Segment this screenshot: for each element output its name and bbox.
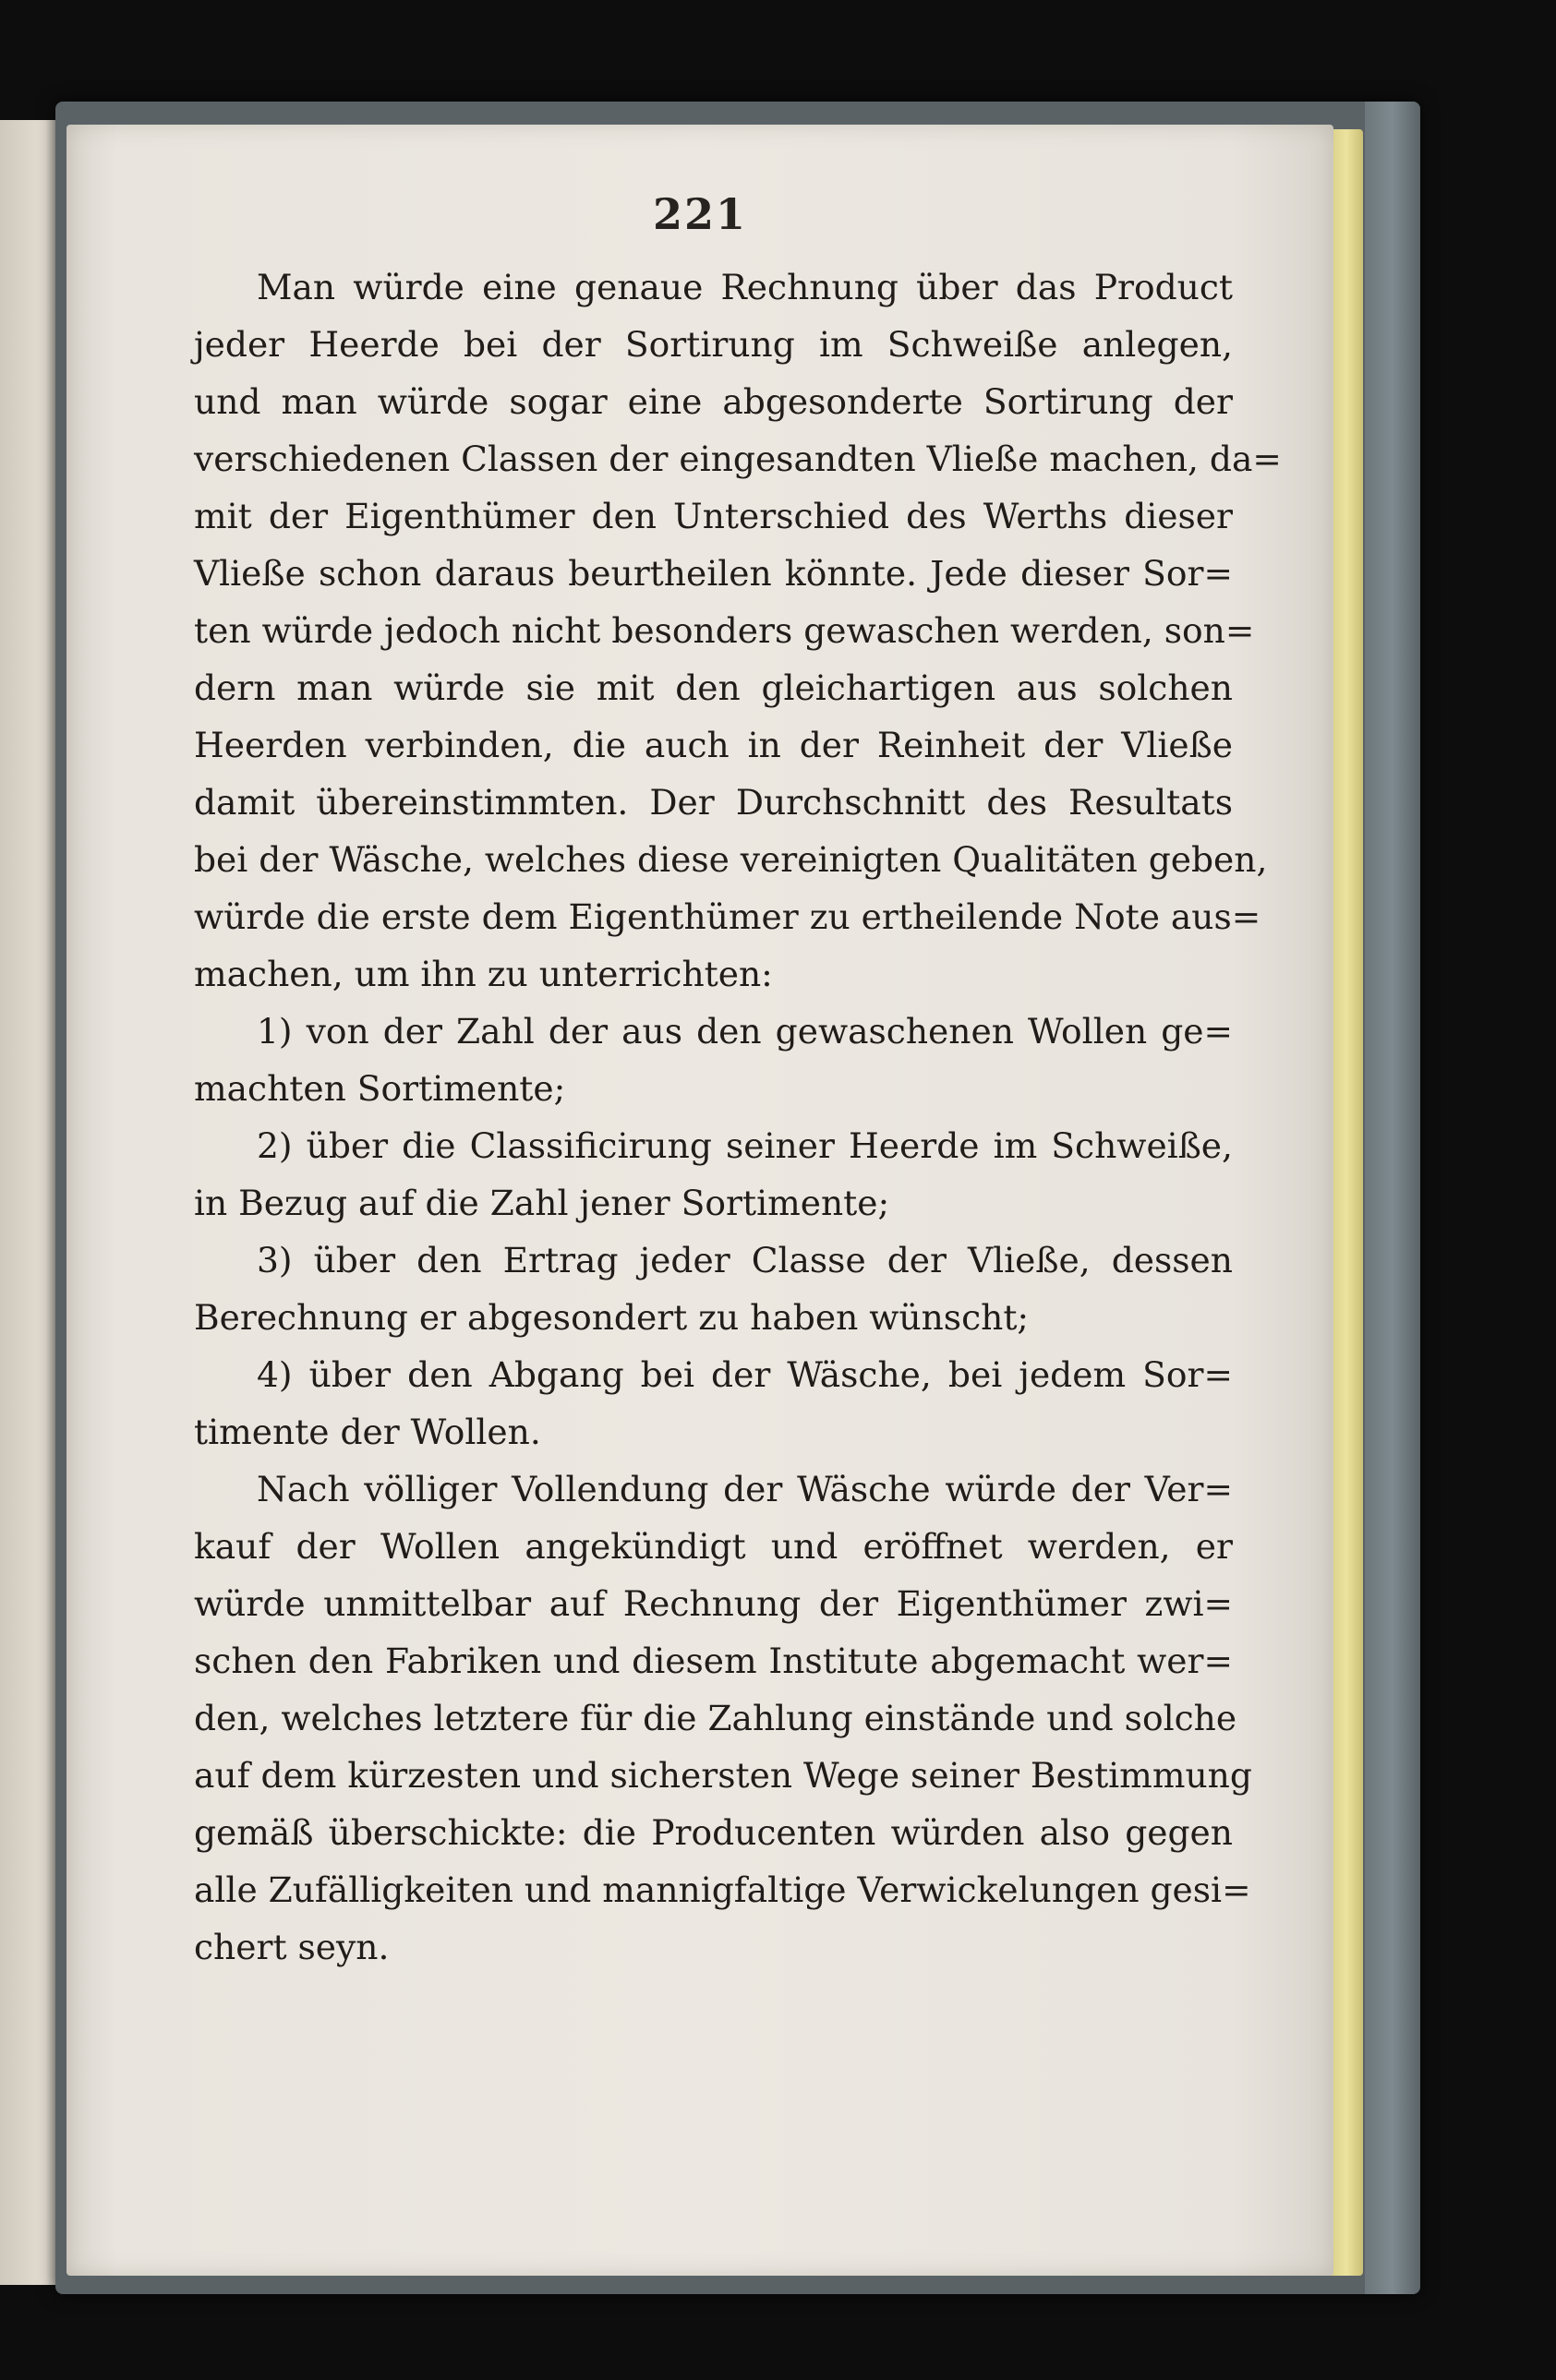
text-line: Berechnung er abgesondert zu haben wünscht;	[194, 1297, 1030, 1338]
text-line: timente der Wollen.	[194, 1412, 541, 1452]
text-line: damit übereinstimmten. Der Durchschnitt des Resultats	[194, 782, 1233, 823]
text-line: schen den Fabriken und diesem Institute abgemacht wer=	[194, 1641, 1233, 1681]
text-line: jeder Heerde bei der Sortirung im Schweiße anlegen,	[194, 324, 1233, 365]
text-line: 1) von der Zahl der aus den gewaschenen Wollen ge=	[257, 1011, 1233, 1052]
text-line: Vließe schon daraus beurtheilen könnte. Jede dieser Sor=	[194, 553, 1233, 594]
text-line: verschiedenen Classen der eingesandten Vließe machen, da=	[194, 439, 1282, 479]
text-line: Nach völliger Vollendung der Wäsche würde der Ver=	[257, 1469, 1233, 1509]
text-line: den, welches letztere für die Zahlung einstände und solche	[194, 1698, 1237, 1738]
page-stack-edge	[1330, 129, 1363, 2276]
text-line: 2) über die Classificirung seiner Heerde im Schweiße,	[257, 1125, 1233, 1166]
text-line: machen, um ihn zu unterrichten:	[194, 954, 773, 994]
text-line: machten Sortimente;	[194, 1068, 566, 1109]
text-line: bei der Wäsche, welches diese vereinigten Qualitäten geben,	[194, 839, 1268, 880]
book-page	[66, 125, 1333, 2276]
body-text	[194, 258, 1282, 1976]
text-line: 3) über den Ertrag jeder Classe der Vließe, dessen	[257, 1240, 1233, 1280]
text-line: chert seyn.	[194, 1927, 390, 1967]
text-line: gemäß überschickte: die Producenten würden also gegen	[194, 1812, 1233, 1853]
text-line: würde unmittelbar auf Rechnung der Eigenthümer zwi=	[194, 1583, 1233, 1624]
text-line: dern man würde sie mit den gleichartigen aus solchen	[194, 667, 1233, 708]
text-line: und man würde sogar eine abgesonderte Sortirung der	[194, 381, 1233, 422]
text-line: 4) über den Abgang bei der Wäsche, bei jedem Sor=	[257, 1354, 1233, 1395]
text-line: würde die erste dem Eigenthümer zu ertheilende Note aus=	[194, 896, 1261, 937]
text-line: kauf der Wollen angekündigt und eröffnet werden, er	[194, 1526, 1233, 1567]
text-line: auf dem kürzesten und sichersten Wege seiner Bestimmung	[194, 1755, 1252, 1796]
text-line: mit der Eigenthümer den Unterschied des Werths dieser	[194, 496, 1233, 536]
page-number: 221	[652, 189, 748, 239]
text-line: in Bezug auf die Zahl jener Sortimente;	[194, 1183, 890, 1223]
text-line: ten würde jedoch nicht besonders gewaschen werden, son=	[194, 610, 1255, 651]
text-line: Man würde eine genaue Rechnung über das Product	[257, 267, 1233, 307]
text-line: alle Zufälligkeiten und mannigfaltige Verwickelungen gesi=	[194, 1869, 1251, 1910]
text-line: Heerden verbinden, die auch in der Reinheit der Vließe	[194, 725, 1233, 765]
